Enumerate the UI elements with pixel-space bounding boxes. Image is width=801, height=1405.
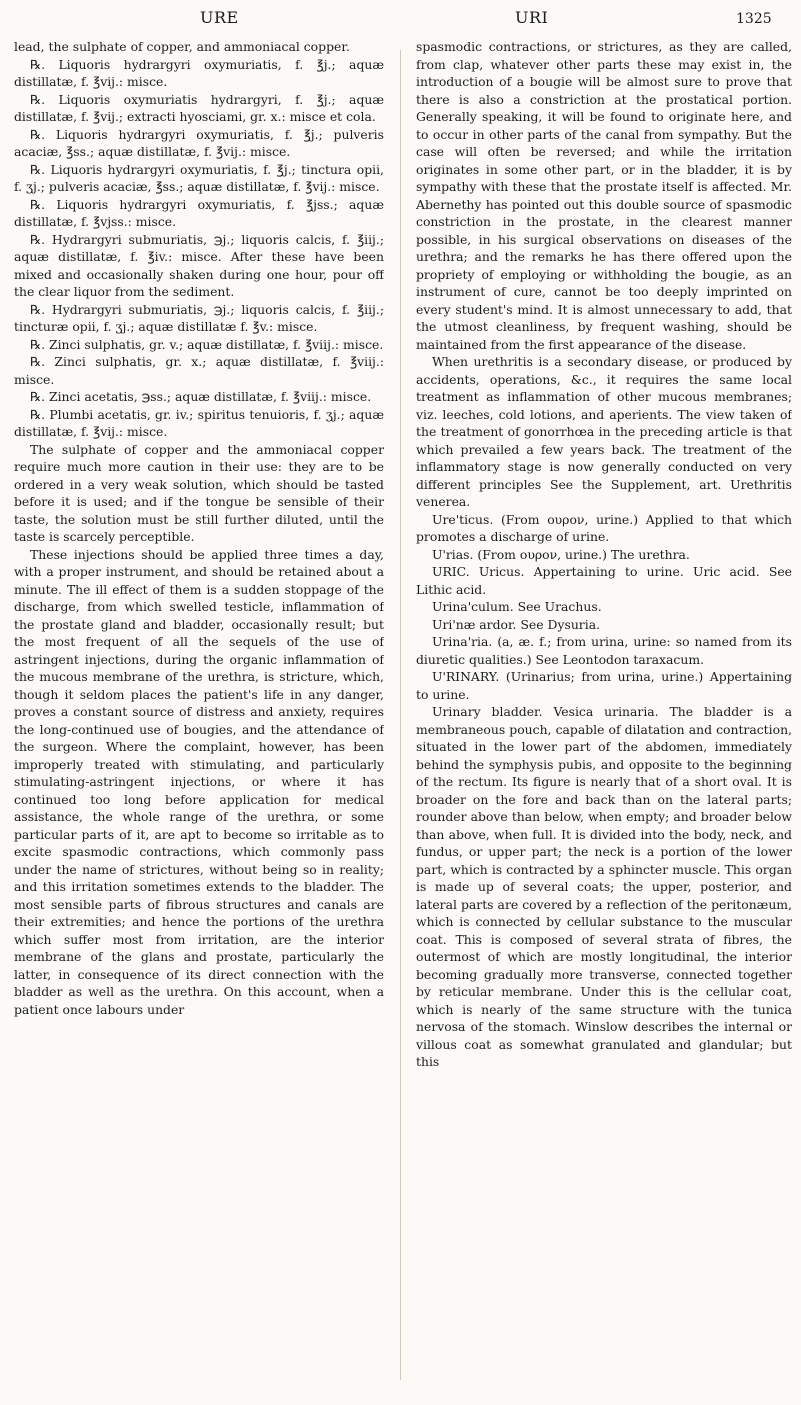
dictionary-entry: Ure'ticus. (From ουρον, urine.) Applied to that which promotes a discharge of urine. bbox=[416, 511, 792, 544]
page-header bbox=[0, 0, 801, 42]
dictionary-entry: U'RINARY. (Urinarius; from urina, urine.) Appertaining to urine. bbox=[416, 669, 792, 702]
right-column bbox=[416, 38, 792, 1398]
paragraph: lead, the sulphate of copper, and ammoniacal copper. bbox=[14, 39, 350, 54]
dictionary-entry: URIC. Uricus. Appertaining to urine. Uric acid. See Lithic acid. bbox=[416, 564, 792, 597]
paragraph: The sulphate of copper and the ammoniacal copper require much more caution in their use: they are to be ordered in a very weak solution, which should be tasted before it is used; and if the tongue be sensible of their taste, the solution must be still further diluted, until the taste is scarcely perceptible. bbox=[14, 441, 384, 544]
running-head-right: URI bbox=[515, 8, 549, 27]
paragraph: These injections should be applied three times a day, with a proper instrument, and should be retained about a minute. The ill effect of them is a sudden stoppage of the discharge, from which swelled testicle, inflammation of the prostate gland and bladder, occasionally result; but the most frequent of all the sequels of the use of astringent injections, during the organic inflammation of the mucous membrane of the urethra, is stricture, which, though it seldom places the patient's life in any danger, proves a constant source of distress and anxiety, requires the long-continued use of bougies, and the attendance of the surgeon. Where the complaint, however, has been improperly treated with stimulating, and particularly stimulating-astringent injections, or where it has continued too long before application for medical assistance, the whole range of the urethra, or some particular parts of it, are apt to become so irritable as to excite spasmodic contractions, which commonly pass under the name of strictures, without being so in reality; and this irritation sometimes extends to the bladder. The most sensible parts of fibrous structures and canals are their extremities; and hence the portions of the urethra which suffer most from irritation, are the interior membrane of the glans and prostate, particularly the latter, in consequence of its direct connection with the bladder as well as the urethra. On this account, when a patient once labours under bbox=[14, 546, 384, 1017]
dictionary-entry: Urina'culum. See Urachus. bbox=[432, 599, 602, 614]
prescription: ℞. Liquoris hydrargyri oxymuriatis, f. ℥j.; tinctura opii, f. ʒj.; pulveris acaciæ, ℥ss.; aquæ distillatæ, f. ℥vij.: misce. bbox=[14, 161, 384, 194]
prescription: ℞. Zinci sulphatis, gr. x.; aquæ distillatæ, f. ℥viij.: misce. bbox=[14, 354, 384, 387]
left-column bbox=[14, 38, 384, 1398]
column-divider bbox=[400, 50, 401, 1380]
dictionary-entry: Urinary bladder. Vesica urinaria. The bladder is a membraneous pouch, capable of dilatation and contraction, situated in the lower part of the abdomen, immediately behind the symphysis pubis, and opposite to the beginning of the rectum. Its figure is nearly that of a short oval. It is broader on the fore and back than on the lateral parts; rounder above than below, when empty; and broader below than above, when full. It is divided into the body, neck, and fundus, or upper part; the neck is a portion of the lower part, which is contracted by a sphincter muscle. This organ is made up of several coats; the upper, posterior, and lateral parts are covered by a reflection of the peritonæum, which is connected by cellular substance to the muscular coat. This is composed of several strata of fibres, the outermost of which are mostly longitudinal, the interior becoming gradually more transverse, connected together by reticular membrane. Under this is the cellular coat, which is nearly of the same structure with the tunica nervosa of the stomach. Winslow describes the internal or villous coat as somewhat granulated and glandular; but this bbox=[416, 704, 792, 1069]
prescription: ℞. Zinci acetatis, ℈ss.; aquæ distillatæ, f. ℥viij.: misce. bbox=[30, 389, 372, 404]
page-number: 1325 bbox=[736, 11, 772, 27]
prescription: ℞. Hydrargyri submuriatis, ℈j.; liquoris calcis, f. ℥iij.; tincturæ opii, f. ʒj.; aquæ distillatæ f. ℥v.: misce. bbox=[14, 301, 384, 334]
dictionary-entry: Uri'næ ardor. See Dysuria. bbox=[432, 616, 601, 632]
paragraph: spasmodic contractions, or strictures, as they are called, from clap, whatever other parts these may exist in, the introduction of a bougie will be almost sure to prove that there is also a constriction at the prostatical portion. Generally speaking, it will be found to originate here, and to occur in other parts of the canal from sympathy. But the case will often be reversed; and while the irritation originates in some other part, or in the bladder, it is by sympathy with these that the prostate itself is affected. Mr. Abernethy has pointed out this double source of spasmodic constriction in the prostate, in the clearest manner possible, in his surgical observations on diseases of the urethra; and the remarks he has there offered upon the propriety of employing or withholding the bougie, as an instrument of cure, cannot be too deeply imprinted on every student's mind. It is almost unnecessary to add, that the utmost cleanliness, by frequent washing, should be maintained from the first appearance of the disease. bbox=[416, 39, 792, 352]
prescription: ℞. Zinci sulphatis, gr. v.; aquæ distillatæ, f. ℥viij.: misce. bbox=[30, 336, 384, 352]
prescription: ℞. Plumbi acetatis, gr. iv.; spiritus tenuioris, f. ʒj.; aquæ distillatæ, f. ℥vij.: misce. bbox=[14, 406, 384, 439]
dictionary-entry: Urina'ria. (a, æ. f.; from urina, urine: so named from its diuretic qualities.) See Leontodon taraxacum. bbox=[416, 634, 792, 667]
running-head-left: URE bbox=[200, 8, 239, 27]
prescription: ℞. Liquoris hydrargyri oxymuriatis, f. ℥jss.; aquæ distillatæ, f. ℥vjss.: misce. bbox=[14, 196, 384, 229]
prescription: ℞. Hydrargyri submuriatis, ℈j.; liquoris calcis, f. ℥iij.; aquæ distillatæ, f. ℥iv.: misce. After these have been mixed and occasionally shaken during one hour, pour off the clear liquor from the sediment. bbox=[14, 231, 384, 299]
prescription: ℞. Liquoris hydrargyri oxymuriatis, f. ℥j.; pulveris acaciæ, ℥ss.; aquæ distillatæ, f. ℥vij.: misce. bbox=[14, 126, 384, 159]
prescription: ℞. Liquoris oxymuriatis hydrargyri, f. ℥j.; aquæ distillatæ, f. ℥vij.; extracti hyosciami, gr. x.: misce et cola. bbox=[14, 91, 384, 124]
dictionary-entry: U'rias. (From ουρον, urine.) The urethra. bbox=[432, 546, 690, 562]
paragraph: When urethritis is a secondary disease, or produced by accidents, operations, &c., it requires the same local treatment as inflammation of other mucous membranes; viz. leeches, cold lotions, and aperients. The view taken of the treatment of gonorrhœa in the preceding article is that which prevailed a few years back. The treatment of the inflammatory stage is now generally conducted on very different principles See the Supplement, art. Urethritis venerea. bbox=[416, 354, 792, 509]
prescription: ℞. Liquoris hydrargyri oxymuriatis, f. ℥j.; aquæ distillatæ, f. ℥vij.: misce. bbox=[14, 56, 384, 89]
